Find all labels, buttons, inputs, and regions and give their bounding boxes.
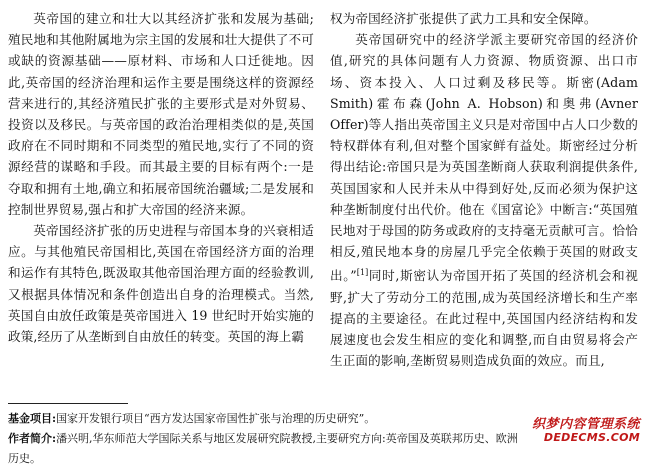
citation-mark: [1] — [356, 268, 369, 278]
author-label: 作者简介: — [8, 432, 57, 445]
fund-label: 基金项目: — [8, 412, 57, 425]
site-watermark — [514, 413, 640, 447]
watermark-title: 织梦内容管理系统 — [531, 417, 640, 432]
author-text-continued: 历史。 — [8, 452, 41, 465]
paragraph-text-continued: 同时,斯密认为帝国开拓了英国的经济机会和视野,扩大了劳动分工的范围,成为英国经济增长和生产率提高的主要途径。在此过程中,英国国内经济结构和发展速度也会发生相应的变化和调整,而自由贸易将会产生正面的影响,垄断贸易则造成负面的效应。而且, — [330, 268, 638, 369]
watermark-domain: DEDECMS.COM — [543, 431, 640, 444]
paragraph: 英帝国的建立和壮大以其经济扩张和发展为基础;殖民地和其他附属地为宗主国的发展和壮大提供了不可或缺的资源基础——原材料、市场和人口迁徙地。因此,英帝国的经济治理和运作主要是围绕这样的资源经营来进行的,其经济殖民扩张的主要形式是对外贸易、投资以及移民。与英帝国的政治治理相类似的是,英国政府在不同时期和不同类型的殖民地,实行了不同的资源经营的谋略和手段。而其最主要的目标有两个:一是夺取和拥有土地,确立和拓展帝国统治疆域;二是发展和控制世界贸易,强占和扩大帝国的经济来源。 — [8, 11, 314, 217]
paragraph-text: 英帝国研究中的经济学派主要研究帝国的经济价值,研究的具体问题有人力资源、物质资源、出口市场、资本投入、人口过剩及移民等。斯密(Adam Smith)霍布森(John A. Hobson)和奥弗(Avner Offer)等人指出英帝国主义只是对帝国中占人口少数的特权群体有利,但对整个国家鲜有益处。斯密经过分析得出结论:帝国只是为英国垄断商人获取利润提供条件,英国国家和人民并未从中得到好处,反而必须为保护这种垄断制度付出代价。他在《国富论》中断言:“英国殖民地对于母国的防务或政府的支持毫无贡献可言。恰恰相反,殖民地本身的房屋几乎完全依赖于英国的财政支出。” — [330, 32, 638, 284]
right-column — [330, 8, 638, 372]
paragraph: 英帝国经济扩张的历史进程与帝国本身的兴衰相适应。与其他殖民帝国相比,英国在帝国经济方面的治理和运作有其特色,既汲取其他帝国治理方面的经验教训,又根据具体情况和条件创造出自身的治理模式。当然,英国自由放任政策是英帝国进入 19 世纪时开始实施的政策,经历了从垄断到自由放任的转变。英国的海上霸 — [8, 223, 314, 345]
paragraph — [330, 29, 638, 371]
fund-text: 国家开发银行项目“西方发达国家帝国性扩张与治理的历史研究”。 — [56, 412, 376, 425]
author-text: 潘兴明,华东师范大学国际关系与地区发展研究院教授,主要研究方向:英帝国及英联邦历史、欧洲 — [56, 432, 518, 445]
footnote-divider — [8, 403, 128, 404]
paragraph-continuation: 权为帝国经济扩张提供了武力工具和安全保障。 — [330, 11, 597, 26]
author-note-continued — [8, 449, 638, 469]
left-column — [8, 8, 314, 347]
